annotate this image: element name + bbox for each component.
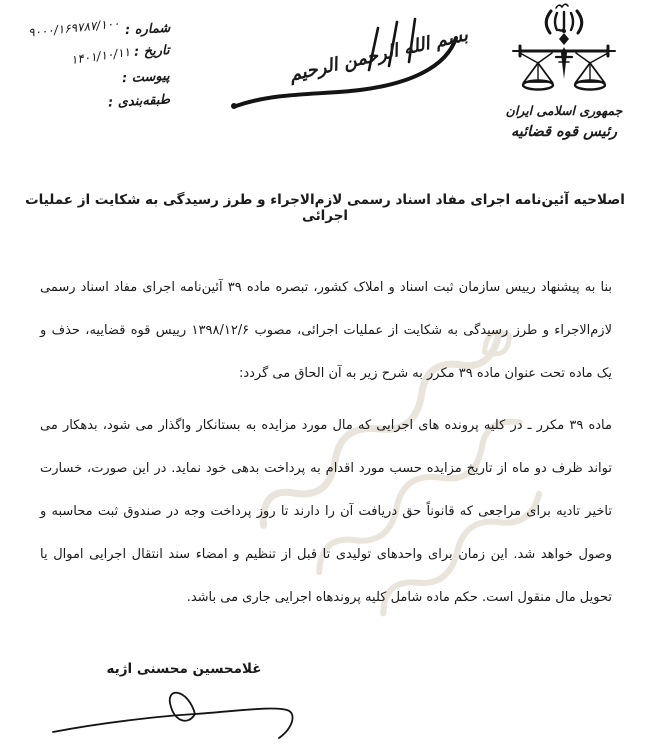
judiciary-emblem-icon [501,2,627,98]
field-classification [2,94,170,109]
letterhead-emblem-block [488,2,640,140]
field-classification-label: طبقه‌بندی : [107,92,171,111]
signatory-name: غلامحسین محسنی اژیه [106,661,262,677]
field-date [2,43,171,68]
field-date-value: ۱۴۰۱/۱۰/۱۱ [69,44,131,68]
document-title: اصلاحیه آئین‌نامه اجرای مفاد اسناد رسمی لازم‌الاجراء و طرز رسیدگی به شکایت از عملیات اجرائی [25,192,625,224]
field-number-label: شماره : [124,20,171,39]
org-name-line1: جمهوری اسلامی ایران [505,103,623,118]
field-attachment-label: پیوست : [121,68,171,87]
field-number-value: ۹۰۰۰/۱۶۹۷۸۷/۱۰۰ [27,16,121,40]
document-body [40,266,612,619]
signature-stroke-icon [45,682,305,744]
bismillah-text: بسم الله الرحمن الرحیم [287,24,471,86]
field-number [2,16,171,40]
field-attachment [2,70,170,85]
body-paragraph-2: ماده ۳۹ مکرر ـ در کلیه پرونده های اجرایی که مال مورد مزایده به بستانکار واگذار می شود، بدهکار می تواند ظرف دو ماه از تاریخ مزایده حسب مورد اقدام به پرداخت بدهی خود نماید. در این صورت، خسارت تاخیر تادیه برای مراجعی که قانوناً حق دریافت آن را دارند تا روز پرداخت وجه در صندوق ثبت محاسبه و وصول خواهد شد. این زمان برای واحدهای تولیدی تا قبل از تنظیم و امضاء سند انتقال اجرایی اموال یا تحویل مال منقول است. حکم ماده شامل کلیه پروندهاه اجرایی جاری می باشد. [40,418,612,605]
bismillah-calligraphy [218,6,470,118]
org-name-line2: رئیس قوه قضائیه [510,124,618,140]
field-date-label: تاریخ : [134,43,171,60]
letterhead-fields [2,16,171,116]
body-paragraph-1: بنا به پیشنهاد رییس سازمان ثبت اسناد و املاک کشور، تبصره ماده ۳۹ آئین‌نامه اجرای مفاد اسناد رسمی لازم‌الاجراء و طرز رسیدگی به شکایت از عملیات اجرائی، مصوب ۱۳۹۸/۱۲/۶ رییس قوه قضاییه، حذف و یک ماده تحت عنوان ماده ۳۹ مکرر به شرح زیر به آن الحاق می گردد: [40,280,612,381]
